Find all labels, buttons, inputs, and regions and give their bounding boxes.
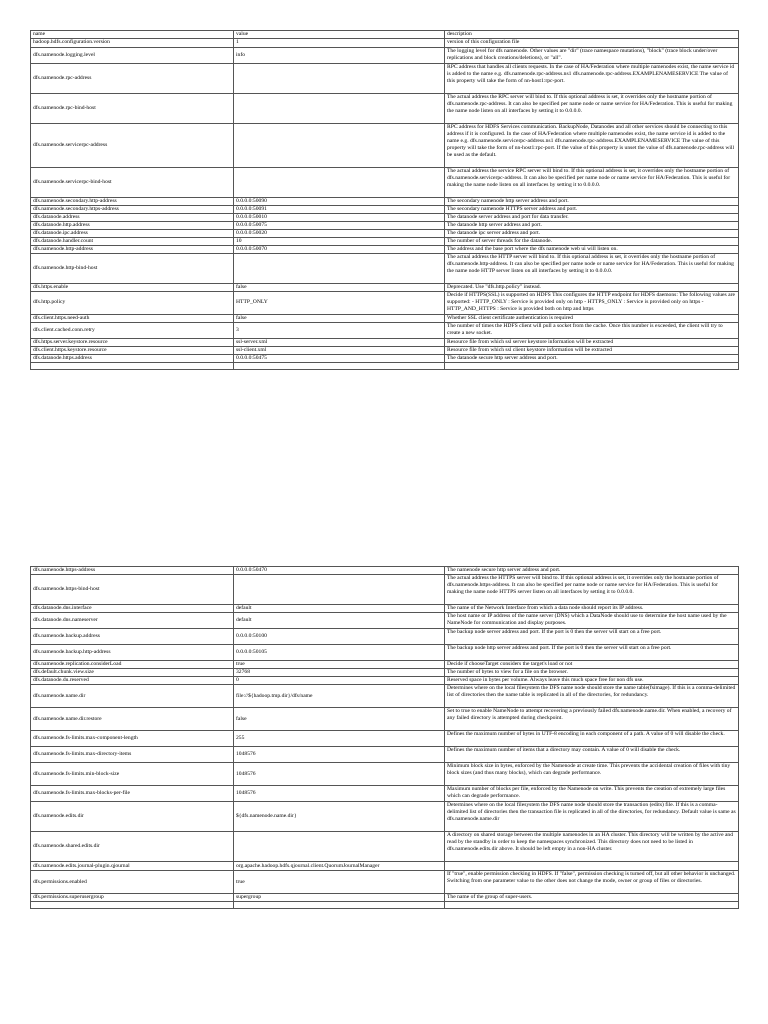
property-value-cell: 32768: [234, 669, 445, 677]
property-name-cell: dfs.client.cached.conn.retry: [31, 322, 234, 338]
property-name-cell: dfs.default.chunk.view.size: [31, 669, 234, 677]
property-value-cell: [234, 575, 445, 605]
property-description-cell: The datanode server address and port for data transfer.: [445, 213, 739, 221]
property-description-cell: The datanode ipc server address and port.: [445, 229, 739, 237]
property-value-cell: false: [234, 283, 445, 291]
property-description-cell: The backup node server address and port. If the port is 0 then the server will start on a free port.: [445, 629, 739, 645]
property-description-cell: Determines where on the local filesystem the DFS name node should store the transaction (edits) file. If this is a comma-delimited list of directories then the transaction file is replicated in all of the directories, for redundancy. Default value is same as dfs.namenode.name.dir: [445, 802, 739, 832]
property-description-cell: A directory on shared storage between the multiple namenodes in an HA cluster. This directory will be written by the active and read by the standby in order to keep the namespaces synchronized. This directory does not need to be listed in dfs.namenode.edits.dir above. It should be left empty in a non-HA cluster.: [445, 832, 739, 862]
property-description-cell: The datanode secure http server address and port.: [445, 354, 739, 362]
property-description-cell: Decide if HTTPS(SSL) is supported on HDFS This configures the HTTP endpoint for HDFS daemons: The following values are supported: - HTTP_ONLY : Service is provided only on http - HTTPS_ONLY : Service is provided only on https - HTTP_AND_HTTPS : Service is provided both on http and https: [445, 291, 739, 314]
property-description-cell: Whether SSL client certificate authentication is required: [445, 314, 739, 322]
property-description-cell: The number of times the HDFS client will pull a socket from the cache. Once this number is exceeded, the client will try to create a new socket.: [445, 322, 739, 338]
table-row: [31, 123, 739, 167]
property-value-cell: 1: [234, 38, 445, 47]
property-name-cell: dfs.https.enable: [31, 283, 234, 291]
property-value-cell: HTTP_ONLY: [234, 291, 445, 314]
property-value-cell: 0.0.0.0:50105: [234, 645, 445, 661]
blank-cell: [445, 362, 739, 369]
property-name-cell: dfs.permissions.superusergroup: [31, 894, 234, 902]
property-value-cell: false: [234, 314, 445, 322]
table-row: [31, 613, 739, 629]
config-table-page-2: [30, 566, 739, 909]
property-description-cell: Resource file from which ssl client keystore information will be extracted: [445, 346, 739, 354]
property-description-cell: The actual address the HTTP server will bind to. If this optional address is set, it overrides only the hostname portion of dfs.namenode.http-address. It can also be specified per name node or name service for HA/Federation. This is useful for making the name node HTTP server listen on all interfaces by setting it to 0.0.0.0.: [445, 253, 739, 283]
property-value-cell: [234, 253, 445, 283]
table-row: [31, 708, 739, 731]
property-description-cell: The name of the group of super-users.: [445, 894, 739, 902]
table-row: [31, 283, 739, 291]
table-row: [31, 677, 739, 685]
table-row: [31, 802, 739, 832]
property-value-cell: [234, 167, 445, 197]
table-row: [31, 894, 739, 902]
table-row: [31, 167, 739, 197]
table-row: [31, 567, 739, 575]
property-value-cell: 0.0.0.0:50010: [234, 213, 445, 221]
table-row: [31, 862, 739, 871]
property-description-cell: The namenode secure http server address and port.: [445, 567, 739, 575]
property-value-cell: 1048576: [234, 786, 445, 802]
property-value-cell: 0: [234, 677, 445, 685]
property-description-cell: The name of the Network Interface from which a data node should report its IP address.: [445, 605, 739, 613]
property-description-cell: The secondary namenode HTTPS server address and port.: [445, 205, 739, 213]
table-row: [31, 685, 739, 708]
property-value-cell: 0.0.0.0:50100: [234, 629, 445, 645]
table-row: [31, 291, 739, 314]
property-description-cell: The actual address the HTTPS server will bind to. If this optional address is set, it overrides only the hostname portion of dfs.namenode.https-address. It can also be specified per name node or name service for HA/Federation. This is useful for making the name node HTTPS server listen on all interfaces by setting it to 0.0.0.0.: [445, 575, 739, 605]
property-name-cell: dfs.datanode.https.address: [31, 354, 234, 362]
table-row: [31, 832, 739, 862]
table-row-blank: [31, 362, 739, 369]
header-description: description: [445, 31, 739, 39]
property-value-cell: 0.0.0.0:50470: [234, 567, 445, 575]
table-row: [31, 871, 739, 894]
property-value-cell: ${dfs.namenode.name.dir}: [234, 802, 445, 832]
property-description-cell: The logging level for dfs namenode. Other values are "dir" (trace namespace mutations), "block" (trace block under/over replications and block creations/deletions), or "all".: [445, 47, 739, 63]
property-value-cell: true: [234, 661, 445, 669]
blank-cell: [234, 362, 445, 369]
property-value-cell: [234, 123, 445, 167]
property-description-cell: RPC address that handles all clients requests. In the case of HA/Federation where multiple namenodes exist, the name service id is added to the name e.g. dfs.namenode.rpc-address.ns1 dfs.namenode.rpc-address.EXAMPLENAMESERVICE The value of this property will take the form of nn-host1:rpc-port.: [445, 63, 739, 93]
header-value: value: [234, 31, 445, 39]
property-name-cell: dfs.namenode.backup.http-address: [31, 645, 234, 661]
blank-cell: [234, 902, 445, 909]
property-description-cell: Defines the maximum number of bytes in UTF-8 encoding in each component of a path. A value of 0 will disable the check.: [445, 731, 739, 747]
property-value-cell: 0.0.0.0:50090: [234, 197, 445, 205]
property-name-cell: dfs.namenode.https-bind-host: [31, 575, 234, 605]
property-name-cell: dfs.datanode.handler.count: [31, 237, 234, 245]
property-name-cell: dfs.namenode.replication.considerLoad: [31, 661, 234, 669]
property-name-cell: dfs.namenode.servicerpc-bind-host: [31, 167, 234, 197]
property-description-cell: Minimum block size in bytes, enforced by the Namenode at create time. This prevents the accidental creation of files with tiny block sizes (and thus many blocks), which can degrade performance.: [445, 763, 739, 786]
property-name-cell: dfs.http.policy: [31, 291, 234, 314]
property-value-cell: [234, 93, 445, 123]
property-value-cell: 1048576: [234, 747, 445, 763]
property-description-cell: The backup node http server address and port. If the port is 0 then the server will start on a free port.: [445, 645, 739, 661]
property-name-cell: dfs.datanode.dns.interface: [31, 605, 234, 613]
property-description-cell: The actual address the service RPC server will bind to. If this optional address is set, it overrides only the hostname portion of dfs.namenode.servicerpc-address. It can also be specified per name node or name service for HA/Federation. This is useful for making the name node listen on all interfaces by setting it to 0.0.0.0.: [445, 167, 739, 197]
table-row: [31, 575, 739, 605]
property-description-cell: version of this configuration file: [445, 38, 739, 47]
table-row: [31, 253, 739, 283]
property-name-cell: dfs.namenode.name.dir.restore: [31, 708, 234, 731]
property-description-cell: Determines where on the local filesystem the DFS name node should store the name table(fsimage). If this is a comma-delimited list of directories then the name table is replicated in all of the directories, for redundancy.: [445, 685, 739, 708]
table-row: [31, 213, 739, 221]
property-name-cell: dfs.namenode.fs-limits.max-directory-items: [31, 747, 234, 763]
property-description-cell: The number of server threads for the datanode.: [445, 237, 739, 245]
property-name-cell: dfs.namenode.fs-limits.max-blocks-per-file: [31, 786, 234, 802]
property-description-cell: RPC address for HDFS Services communication. BackupNode, Datanodes and all other services should be connecting to this address if it is configured. In the case of HA/Federation where multiple namenodes exist, the name service id is added to the name e.g. dfs.namenode.servicerpc-address.ns1 dfs.namenode.rpc-address.EXAMPLENAMESERVICE The value of this property will take the form of nn-host1:rpc-port. If the value of this property is unset the value of dfs.namenode.rpc-address will be used as the default.: [445, 123, 739, 167]
table-row: [31, 629, 739, 645]
property-description-cell: Set to true to enable NameNode to attempt recovering a previously failed dfs.namenode.name.dir. When enabled, a recovery of any failed directory is attempted during checkpoint.: [445, 708, 739, 731]
table-row: [31, 197, 739, 205]
property-value-cell: 0.0.0.0:50091: [234, 205, 445, 213]
property-value-cell: [234, 832, 445, 862]
property-name-cell: dfs.permissions.enabled: [31, 871, 234, 894]
table-row: [31, 338, 739, 346]
property-name-cell: dfs.namenode.secondary.https-address: [31, 205, 234, 213]
property-name-cell: dfs.namenode.http-address: [31, 245, 234, 253]
property-name-cell: dfs.namenode.backup.address: [31, 629, 234, 645]
table-row: [31, 661, 739, 669]
property-description-cell: The address and the base port where the dfs namenode web ui will listen on.: [445, 245, 739, 253]
property-name-cell: dfs.namenode.name.dir: [31, 685, 234, 708]
property-value-cell: ssl-client.xml: [234, 346, 445, 354]
property-value-cell: file://${hadoop.tmp.dir}/dfs/name: [234, 685, 445, 708]
property-value-cell: info: [234, 47, 445, 63]
table-row: [31, 322, 739, 338]
property-value-cell: 1048576: [234, 763, 445, 786]
table-row: [31, 63, 739, 93]
property-value-cell: default: [234, 605, 445, 613]
property-description-cell: If "true", enable permission checking in HDFS. If "false", permission checking is turned off, but all other behavior is unchanged. Switching from one parameter value to the other does not change the mode, owner or group of files or directories.: [445, 871, 739, 894]
property-name-cell: hadoop.hdfs.configuration.version: [31, 38, 234, 47]
document-page-2: [0, 520, 768, 1024]
table-row: [31, 645, 739, 661]
table-row: [31, 314, 739, 322]
property-description-cell: [445, 862, 739, 871]
property-name-cell: dfs.namenode.shared.edits.dir: [31, 832, 234, 862]
table-row: [31, 38, 739, 47]
property-name-cell: dfs.namenode.logging.level: [31, 47, 234, 63]
property-value-cell: [234, 63, 445, 93]
property-value-cell: ssl-server.xml: [234, 338, 445, 346]
property-value-cell: default: [234, 613, 445, 629]
property-value-cell: 0.0.0.0:50070: [234, 245, 445, 253]
property-description-cell: The secondary namenode http server address and port.: [445, 197, 739, 205]
property-description-cell: The actual address the RPC server will bind to. If this optional address is set, it overrides only the hostname portion of dfs.namenode.rpc-address. It can also be specified per name node or name service for HA/Federation. This is useful for making the name node listen on all interfaces by setting it to 0.0.0.0.: [445, 93, 739, 123]
property-description-cell: The datanode http server address and port.: [445, 221, 739, 229]
property-name-cell: dfs.client.https.need-auth: [31, 314, 234, 322]
table-row: [31, 237, 739, 245]
property-name-cell: dfs.client.https.keystore.resource: [31, 346, 234, 354]
blank-cell: [31, 362, 234, 369]
table-row: [31, 229, 739, 237]
table-row: [31, 221, 739, 229]
blank-cell: [445, 902, 739, 909]
property-name-cell: dfs.namenode.edits.dir: [31, 802, 234, 832]
table-row: [31, 747, 739, 763]
property-description-cell: Defines the maximum number of items that a directory may contain. A value of 0 will disable the check.: [445, 747, 739, 763]
property-name-cell: dfs.namenode.rpc-address: [31, 63, 234, 93]
table-row: [31, 205, 739, 213]
property-name-cell: dfs.namenode.edits.journal-plugin.qjournal: [31, 862, 234, 871]
property-value-cell: 10: [234, 237, 445, 245]
property-name-cell: dfs.namenode.servicerpc-address: [31, 123, 234, 167]
property-name-cell: dfs.namenode.fs-limits.min-block-size: [31, 763, 234, 786]
table-row-blank: [31, 902, 739, 909]
table-row: [31, 245, 739, 253]
config-table-page-1: [30, 30, 739, 370]
property-name-cell: dfs.namenode.http-bind-host: [31, 253, 234, 283]
property-description-cell: Decide if chooseTarget considers the target's load or not: [445, 661, 739, 669]
header-name: name: [31, 31, 234, 39]
property-description-cell: Maximum number of blocks per file, enforced by the Namenode on write. This prevents the creation of extremely large files which can degrade performance.: [445, 786, 739, 802]
property-name-cell: dfs.datanode.ipc.address: [31, 229, 234, 237]
property-value-cell: org.apache.hadoop.hdfs.qjournal.client.QuorumJournalManager: [234, 862, 445, 871]
property-name-cell: dfs.https.server.keystore.resource: [31, 338, 234, 346]
table-row: [31, 669, 739, 677]
property-value-cell: true: [234, 871, 445, 894]
property-value-cell: 0.0.0.0:50020: [234, 229, 445, 237]
property-name-cell: dfs.datanode.http.address: [31, 221, 234, 229]
property-value-cell: supergroup: [234, 894, 445, 902]
property-description-cell: The host name or IP address of the name server (DNS) which a DataNode should use to determine the host name used by the NameNode for communication and display purposes.: [445, 613, 739, 629]
table-row: [31, 731, 739, 747]
property-value-cell: false: [234, 708, 445, 731]
table-row: [31, 786, 739, 802]
table-row: [31, 93, 739, 123]
property-description-cell: Deprecated. Use "dfs.http.policy" instead.: [445, 283, 739, 291]
table-header-row: [31, 31, 739, 39]
property-description-cell: The number of bytes to view for a file on the browser.: [445, 669, 739, 677]
property-name-cell: dfs.namenode.https-address: [31, 567, 234, 575]
property-name-cell: dfs.namenode.fs-limits.max-component-length: [31, 731, 234, 747]
property-name-cell: dfs.datanode.du.reserved: [31, 677, 234, 685]
property-value-cell: 0.0.0.0:50475: [234, 354, 445, 362]
property-description-cell: Resource file from which ssl server keystore information will be extracted: [445, 338, 739, 346]
table-row: [31, 47, 739, 63]
property-value-cell: 0.0.0.0:50075: [234, 221, 445, 229]
property-name-cell: dfs.namenode.rpc-bind-host: [31, 93, 234, 123]
blank-cell: [31, 902, 234, 909]
property-value-cell: 255: [234, 731, 445, 747]
property-value-cell: 3: [234, 322, 445, 338]
table-row: [31, 605, 739, 613]
table-row: [31, 763, 739, 786]
table-row: [31, 346, 739, 354]
property-description-cell: Reserved space in bytes per volume. Always leave this much space free for non dfs use.: [445, 677, 739, 685]
property-name-cell: dfs.namenode.secondary.http-address: [31, 197, 234, 205]
property-name-cell: dfs.datanode.address: [31, 213, 234, 221]
property-name-cell: dfs.datanode.dns.nameserver: [31, 613, 234, 629]
table-row: [31, 354, 739, 362]
